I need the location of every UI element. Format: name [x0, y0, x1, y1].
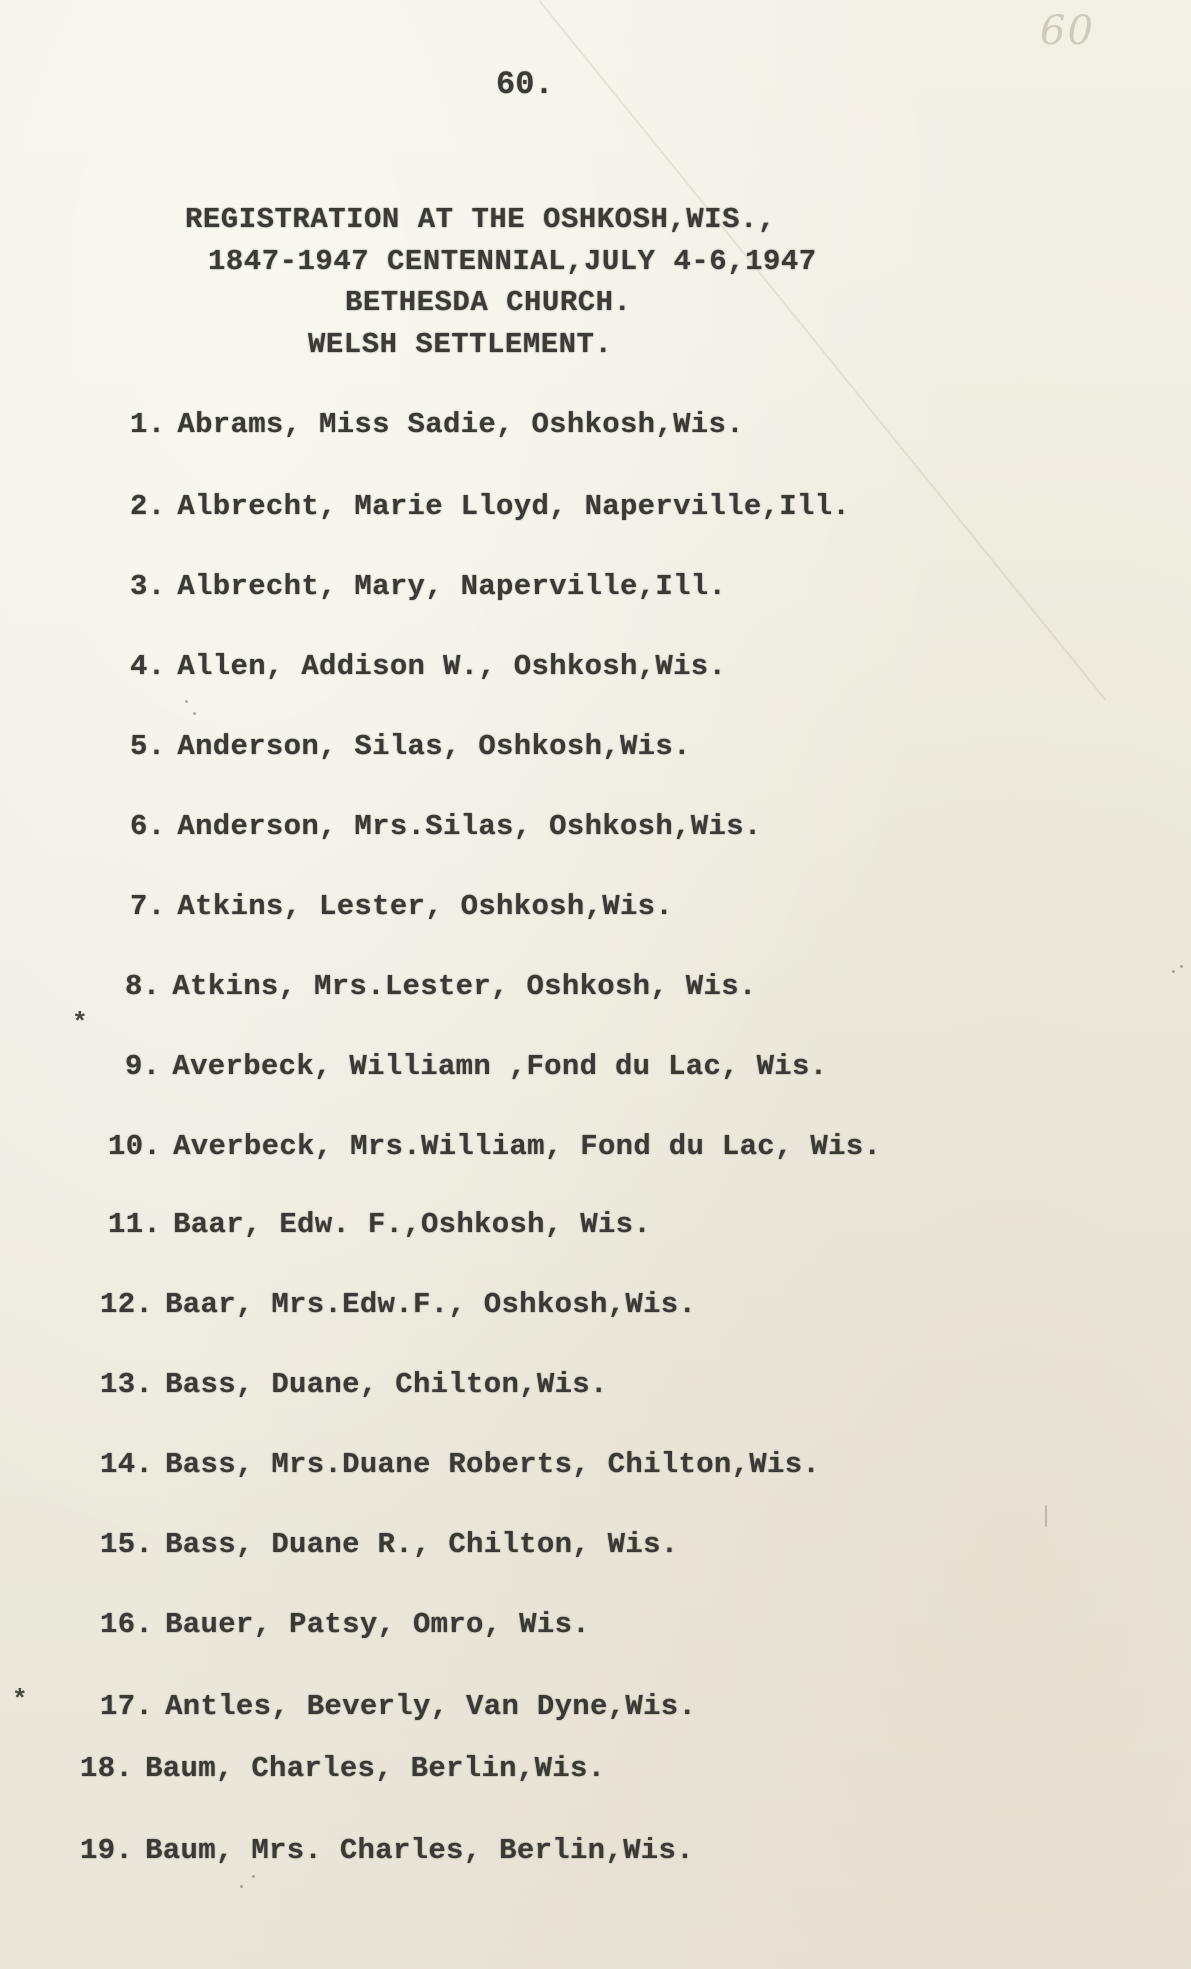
entry-number: 5.: [130, 730, 166, 763]
title-line-3: BETHESDA CHURCH.: [345, 286, 632, 319]
asterisk-marker: *: [72, 1008, 88, 1038]
entry-number: 2.: [130, 490, 166, 523]
entry-text: Baar, Mrs.Edw.F., Oshkosh,Wis.: [165, 1288, 697, 1321]
entry-number: 18.: [80, 1752, 134, 1785]
list-item: [130, 730, 691, 763]
entry-number: 12.: [100, 1288, 154, 1321]
entry-number: 15.: [100, 1528, 154, 1561]
entry-number: 8.: [125, 970, 161, 1003]
entry-text: Albrecht, Marie Lloyd, Naperville,Ill.: [177, 490, 851, 523]
title-line-4: WELSH SETTLEMENT.: [308, 328, 613, 361]
list-item: [130, 810, 762, 843]
list-item: [100, 1528, 679, 1561]
entry-text: Anderson, Mrs.Silas, Oshkosh,Wis.: [177, 810, 762, 843]
entry-text: Allen, Addison W., Oshkosh,Wis.: [177, 650, 727, 683]
title-line-1: REGISTRATION AT THE OSHKOSH,WIS.,: [185, 203, 776, 236]
entry-number: 14.: [100, 1448, 154, 1481]
list-item: [130, 890, 673, 923]
list-item: [80, 1752, 605, 1785]
asterisk-marker: *: [12, 1685, 28, 1715]
entry-number: 9.: [125, 1050, 161, 1083]
entry-text: Bass, Mrs.Duane Roberts, Chilton,Wis.: [165, 1448, 821, 1481]
list-item: [100, 1690, 696, 1723]
entry-number: 13.: [100, 1368, 154, 1401]
entry-number: 7.: [130, 890, 166, 923]
entry-text: Atkins, Mrs.Lester, Oshkosh, Wis.: [172, 970, 757, 1003]
entry-text: Baum, Mrs. Charles, Berlin,Wis.: [145, 1834, 694, 1867]
entry-text: Atkins, Lester, Oshkosh,Wis.: [177, 890, 674, 923]
entry-text: Averbeck, Mrs.William, Fond du Lac, Wis.: [173, 1130, 882, 1163]
entry-number: 6.: [130, 810, 166, 843]
entry-text: Bass, Duane, Chilton,Wis.: [165, 1368, 608, 1401]
list-item: [130, 490, 850, 523]
entry-text: Bass, Duane R., Chilton, Wis.: [165, 1528, 679, 1561]
list-item: [125, 1050, 827, 1083]
entry-number: 3.: [130, 570, 166, 603]
entry-text: Baar, Edw. F.,Oshkosh, Wis.: [173, 1208, 652, 1241]
entry-text: Baum, Charles, Berlin,Wis.: [145, 1752, 606, 1785]
entry-text: Bauer, Patsy, Omro, Wis.: [165, 1608, 590, 1641]
list-item: [108, 1130, 881, 1163]
entry-text: Anderson, Silas, Oshkosh,Wis.: [177, 730, 691, 763]
entry-number: 11.: [108, 1208, 162, 1241]
entry-number: 10.: [108, 1130, 162, 1163]
entry-text: Averbeck, Williamn ,Fond du Lac, Wis.: [172, 1050, 828, 1083]
entry-number: 19.: [80, 1834, 134, 1867]
list-item: [100, 1368, 608, 1401]
list-item: [108, 1208, 651, 1241]
list-item: [100, 1608, 590, 1641]
list-item: [130, 570, 726, 603]
entry-number: 16.: [100, 1608, 154, 1641]
entry-number: 1.: [130, 408, 166, 441]
pencil-page-annotation: 60: [1040, 8, 1095, 54]
list-item: [125, 970, 757, 1003]
entry-number: 4.: [130, 650, 166, 683]
list-item: [80, 1834, 694, 1867]
entry-text: Albrecht, Mary, Naperville,Ill.: [177, 570, 727, 603]
title-line-2: 1847-1947 CENTENNIAL,JULY 4-6,1947: [208, 245, 817, 278]
list-item: [130, 408, 744, 441]
page-number: 60.: [496, 66, 554, 103]
entry-text: Abrams, Miss Sadie, Oshkosh,Wis.: [177, 408, 744, 441]
list-item: [100, 1288, 696, 1321]
entry-text: Antles, Beverly, Van Dyne,Wis.: [165, 1690, 697, 1723]
entry-number: 17.: [100, 1690, 154, 1723]
list-item: [130, 650, 726, 683]
list-item: [100, 1448, 820, 1481]
